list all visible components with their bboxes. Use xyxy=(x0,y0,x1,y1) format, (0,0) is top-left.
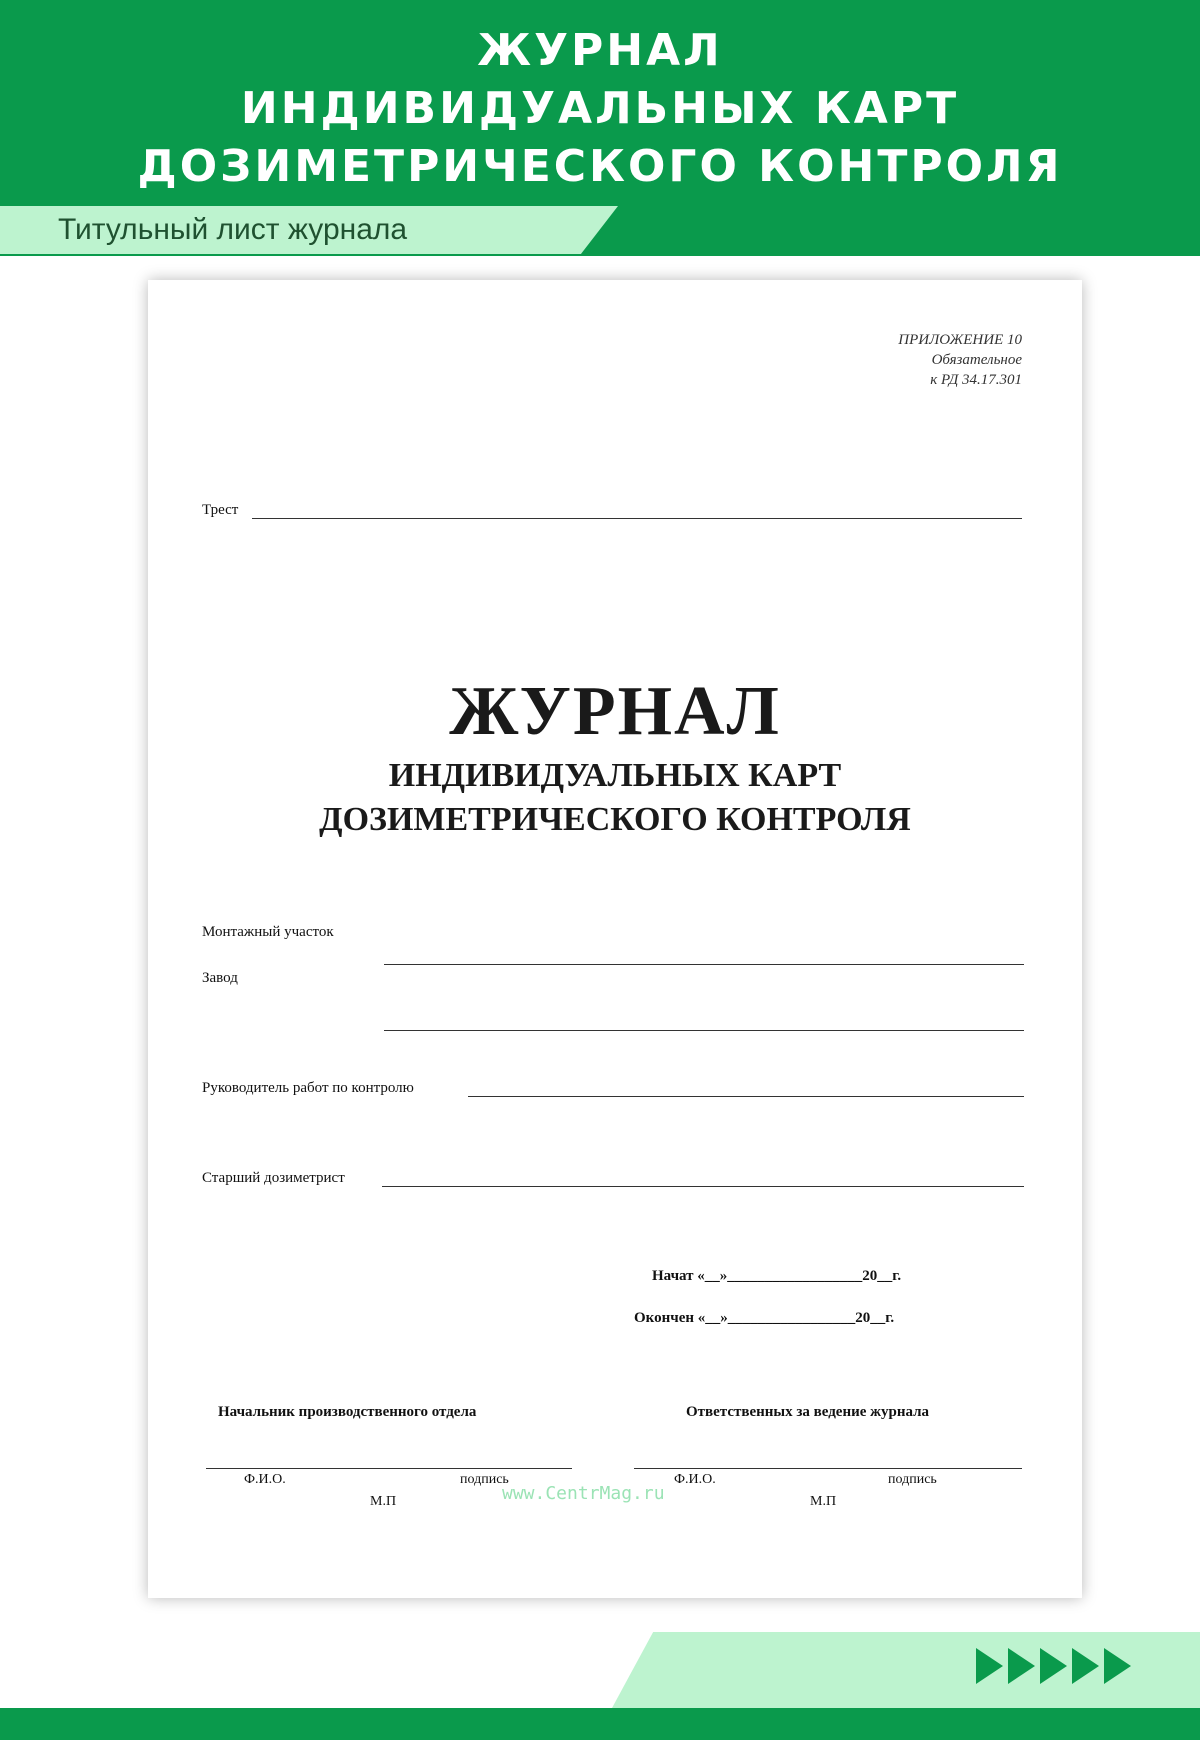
dosimetrist-line xyxy=(382,1186,1024,1187)
document-page xyxy=(148,280,1082,1598)
left-signature-line xyxy=(206,1468,572,1469)
supervisor-label: Руководитель работ по контролю xyxy=(202,1080,414,1096)
right-signature-heading: Ответственных за ведение журнала xyxy=(686,1404,930,1420)
appendix-line2: Обязательное xyxy=(931,352,1022,368)
watermark-text: www.CentrMag.ru xyxy=(502,1483,665,1504)
arrow-right-icon xyxy=(1040,1648,1067,1684)
arrow-right-icon xyxy=(976,1648,1003,1684)
appendix-line1: ПРИЛОЖЕНИЕ 10 xyxy=(898,332,1022,348)
right-fio-label: Ф.И.О. xyxy=(674,1472,716,1487)
plant-label: Завод xyxy=(202,970,238,986)
subtitle-label: Титульный лист журнала xyxy=(58,213,408,246)
title-sub2: ДОЗИМЕТРИЧЕСКОГО КОНТРОЛЯ xyxy=(319,801,911,838)
banner-title-line1: ЖУРНАЛ xyxy=(477,25,723,76)
left-signature-label: подпись xyxy=(460,1472,509,1487)
trust-label: Трест xyxy=(202,502,239,518)
dosimetrist-label: Старший дозиметрист xyxy=(202,1170,345,1186)
plant-line xyxy=(384,1030,1024,1031)
banner-title-line3: ДОЗИМЕТРИЧЕСКОГО КОНТРОЛЯ xyxy=(137,141,1063,192)
arrows-group xyxy=(976,1641,1146,1691)
left-fio-label: Ф.И.О. xyxy=(244,1472,286,1487)
right-stamp-label: М.П xyxy=(810,1494,837,1509)
banner-title xyxy=(0,22,1200,196)
left-stamp-label: М.П xyxy=(370,1494,397,1509)
banner-title-line2: ИНДИВИДУАЛЬНЫХ КАРТ xyxy=(240,83,960,134)
left-signature-heading: Начальник производственного отдела xyxy=(218,1404,477,1420)
started-date: Начат «__»__________________20__г. xyxy=(652,1268,902,1284)
appendix-note xyxy=(898,330,1022,390)
site-label: Монтажный участок xyxy=(202,924,334,940)
right-signature-label: подпись xyxy=(888,1472,937,1487)
title-sub1: ИНДИВИДУАЛЬНЫХ КАРТ xyxy=(388,757,842,794)
supervisor-line xyxy=(468,1096,1024,1097)
arrow-right-icon xyxy=(1104,1648,1131,1684)
document-title xyxy=(148,670,1082,842)
finished-date: Окончен «__»_________________20__г. xyxy=(634,1310,895,1326)
site-line xyxy=(384,964,1024,965)
arrow-right-icon xyxy=(1008,1648,1035,1684)
footer-bar xyxy=(0,1708,1200,1740)
trust-line xyxy=(252,518,1022,519)
title-main: ЖУРНАЛ xyxy=(449,673,781,750)
right-signature-line xyxy=(634,1468,1022,1469)
appendix-line3: к РД 34.17.301 xyxy=(930,372,1022,388)
arrow-right-icon xyxy=(1072,1648,1099,1684)
